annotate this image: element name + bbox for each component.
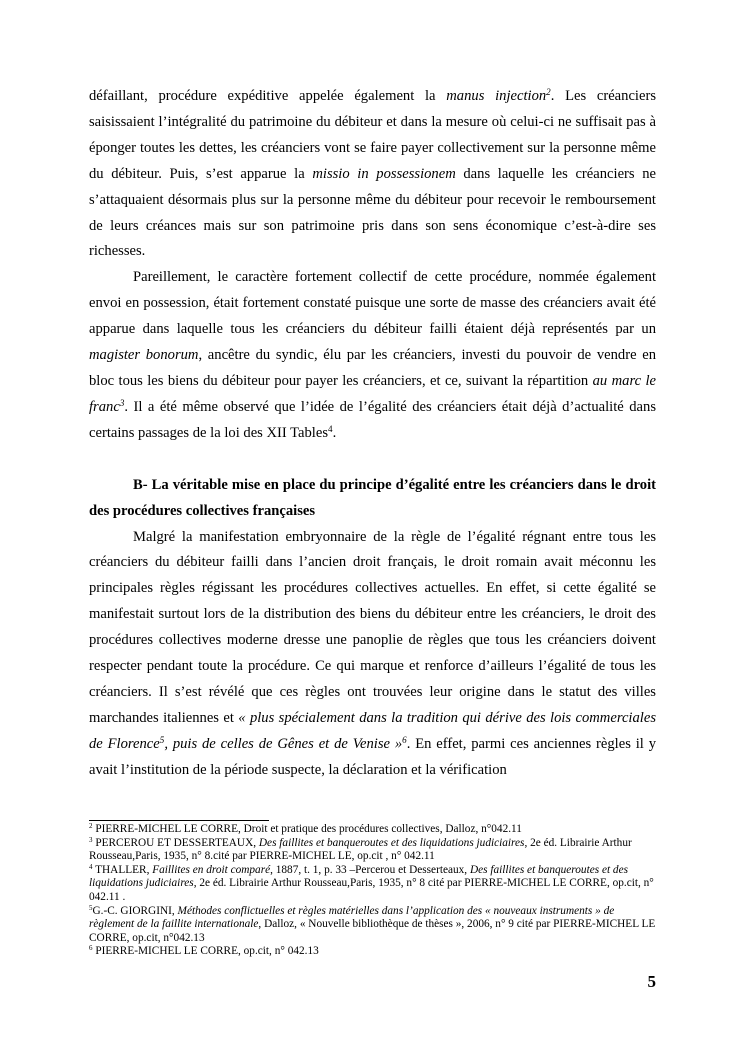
text-run: , 2e éd. Librairie Arthur Rousseau,Paris, 1935, n° 8 cité par PIERRE-MICHEL LE CORRE, op.cit, n° 042.11 . <box>89 877 654 903</box>
text-run: dans laquelle les créanciers ne s’attaquaient désormais plus sur la personne même du débiteur pour recevoir le remboursement de leurs créances mais sur son patrimoine pris dans son sens économique c’est-à-dire ses richesses. <box>89 165 657 260</box>
footnote-ref: 3 <box>89 835 93 844</box>
text-run: PERCEROU ET DESSERTEAUX, <box>92 836 259 849</box>
page-number: 5 <box>647 972 656 991</box>
italic-text: magister bonorum <box>89 347 199 364</box>
footnote-list <box>89 823 656 959</box>
footnote <box>89 945 656 959</box>
italic-text: manus injection <box>446 88 547 104</box>
footnotes <box>89 820 656 959</box>
footnote-ref: 3 <box>119 397 125 408</box>
paragraph <box>89 84 656 265</box>
text-run: PIERRE-MICHEL LE CORRE, op.cit, n° 042.13 <box>92 945 319 958</box>
body-text <box>89 84 656 784</box>
italic-text: Méthodes conflictuelles et règles matérielles dans l’application des « nouveaux instruments » de règlement de la faillite internationale <box>89 904 615 931</box>
footnote-ref: 6 <box>402 734 407 745</box>
footnote-ref: 4 <box>89 862 93 871</box>
italic-text: , puis de celles de Gênes et de Venise » <box>164 735 403 752</box>
text-run: , 2e éd. Librairie Arthur Rousseau,Paris, 1935, n° 8.cité par PIERRE-MICHEL LE, op.cit , n° 042.11 <box>89 836 632 863</box>
italic-text: missio in possessionem <box>312 165 456 182</box>
text-run: THALLER, <box>92 863 153 876</box>
section-heading <box>89 473 656 525</box>
paragraph <box>89 525 656 784</box>
text-run: , 1887, t. 1, p. 33 –Percerou et Desserteaux, <box>270 863 470 876</box>
text-run: . Il a été même observé que l’idée de l’égalité des créanciers était déjà d’actualité dans certains passages de la loi des XII Tables <box>89 398 656 441</box>
text-run: , Dalloz, « Nouvelle bibliothèque de thèses », 2006, n° 9 cité par PIERRE-MICHEL LE CORRE, op.cit, n°042.13 <box>89 918 656 944</box>
text-run: Pareillement, le caractère fortement collectif de cette procédure, nommée également envoi en possession, était fortement constaté puisque une sorte de masse des créanciers avait été apparue dans laquelle tous les créanciers du débiteur failli étaient déjà représentés par un <box>89 269 656 338</box>
footnote <box>89 837 656 864</box>
text-run: Malgré la manifestation embryonnaire de la règle de l’égalité régnant entre tous les créanciers du débiteur failli dans l’ancien droit français, le droit romain avait méconnu les principales règles régissant les procédures collectives actuelles. En effet, si cette égalité se manifestait surtout lors de la distribution des biens du débiteur entre les créanciers, le droit des procédures collectives moderne dresse une panoplie de règles que tous les créanciers doivent respecter pendant toute la procédure. Ce qui marque et renforce d’ailleurs l’égalité de tous les créanciers. Il s’est révélé que ces règles ont trouvées leur origine dans le statut des villes marchandes italiennes et <box>89 528 656 726</box>
italic-text: « plus spécialement dans la tradition qui dérive des lois commerciales de Florence <box>89 709 656 752</box>
footnote-ref: 6 <box>89 944 93 953</box>
text-run: . <box>332 424 337 441</box>
footnote-ref: 2 <box>89 822 93 831</box>
text-run: B- La véritable mise en place du principe d’égalité entre les créanciers dans le droit des procédures collectives françaises <box>89 476 656 519</box>
footnote <box>89 864 656 905</box>
footnote-ref: 5 <box>89 903 93 912</box>
footnote-ref: 5 <box>159 734 165 745</box>
italic-text: Des faillites et banqueroutes et des liquidations judiciaires <box>89 863 628 890</box>
paragraph <box>89 265 656 446</box>
italic-text: Faillites en droit comparé <box>152 863 271 876</box>
footnote <box>89 905 656 946</box>
text-run: défaillant, procédure expéditive appelée également la <box>89 88 447 104</box>
footnote-ref: 2 <box>546 87 551 98</box>
footnote-separator <box>89 820 269 821</box>
footnote-ref: 4 <box>328 423 333 434</box>
text-run: PIERRE-MICHEL LE CORRE, Droit et pratique des procédures collectives, Dalloz, n°042.11 <box>92 823 522 835</box>
text-run: . Les créanciers saisissaient l’intégralité du patrimoine du débiteur et dans la mesure où celui-ci ne suffisait pas à éponger toutes les dettes, les créanciers vont se faire payer collectivement sur la personne même du débiteur. Puis, s’est apparue la <box>89 88 657 182</box>
italic-text: Des faillites et banqueroutes et des liquidations judiciaires <box>258 836 525 849</box>
footnote <box>89 823 656 837</box>
text-run: G.-C. GIORGINI, <box>92 904 178 917</box>
italic-text: au marc le franc <box>89 372 656 415</box>
text-run: , ancêtre du syndic, élu par les créanciers, investi du pouvoir de vendre en bloc tous les biens du débiteur pour payer les créanciers, et ce, suivant la répartition <box>89 347 656 389</box>
text-run: . En effet, parmi ces anciennes règles il y avait l’institution de la période suspecte, la déclaration et la vérification <box>89 735 657 778</box>
